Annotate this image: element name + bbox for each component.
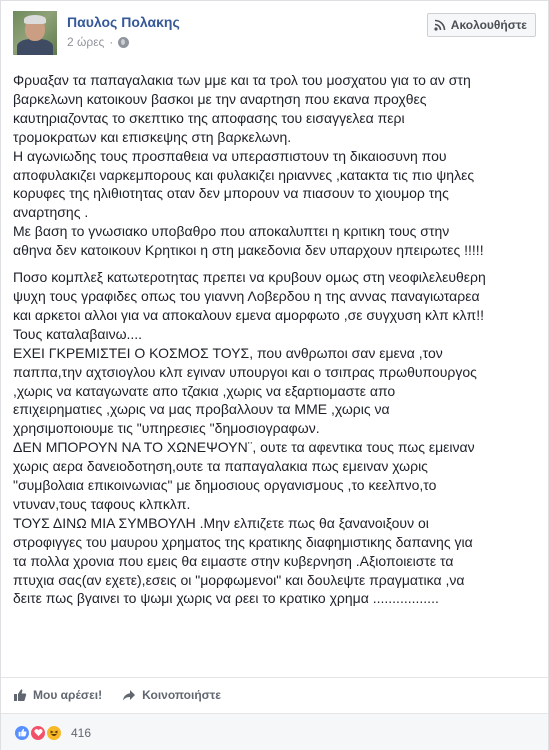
- text-line: Με βαση το γνωσιακο υποβαθρο που αποκαλυπτει η κριτικη τους στην: [13, 223, 450, 240]
- text-line: ψυχη τους γραφιδες οπως του γιαννη Λοβερδου η της αννας παναγιωταρεα: [13, 287, 480, 304]
- text-line: Τους καταλαβαινω....: [13, 325, 143, 342]
- reactions-summary[interactable]: [1, 713, 548, 750]
- post-meta: 2 ώρες ·: [67, 35, 129, 49]
- text-line: Φρυαξαν τα παπαγαλακια των μμε και τα τρολ του μοσχατου για το αν στη: [13, 72, 471, 88]
- text-line: στροφιγγες του μαυρου χρηματος της κρατικης διαφημιστικης δαπανης για: [13, 533, 473, 550]
- text-line: ΤΟΥΣ ΔΙΝΩ ΜΙΑ ΣΥΜΒΟΥΛΗ .Μην ελπιζετε πως θα ξανανοιξουν οι: [13, 514, 429, 531]
- text-line: χωρις αερα δανειοδοτηση,ουτε τα παπαγαλακια πως εμειναν χωρις: [13, 458, 428, 475]
- text-line: χρησιμοποιουμε τις "υπηρεσιες "δημοσιογραφων.: [13, 420, 320, 437]
- text-line: τρομοκρατων και επισκεψης στη βαρκελωνη.: [13, 128, 292, 145]
- text-line: παππα,την αχτσιογλου κλπ εγιναν υπουργοι και ο τσιπρας πρωθυπουργος: [13, 363, 477, 380]
- text-line: και αρκετοι αλλοι για να αποκαλουν εμενα αμορφωτο ,σε συγχυση κλπ κλπ!!: [13, 306, 484, 323]
- post-header: [13, 11, 536, 61]
- text-line: ,χωρις να καταγωνατε απο τζακια ,χωρις να εξαρτιομαστε απο: [13, 382, 396, 399]
- text-line: ΔΕΝ ΜΠΟΡΟΥΝ ΝΑ ΤΟ ΧΩΝΕΨΟΥΝ¨, ουτε τα αφεντικα τους πως εμειναν: [13, 439, 475, 456]
- text-line: αποφυλακιζει ναρκεμπορους και φυλακιζει ηριαννες ,κατακτα τις πιο ψηλες: [13, 166, 475, 183]
- text-line: Η αγωνιωδης τους προσπαθεια να υπερασπιστουν τη δικαιοσυνη που: [13, 147, 447, 164]
- text-line: δειτε πως βγαινει το ψωμι χωρις να ρεει το κρατικο χρημα .................: [13, 590, 439, 607]
- share-label: Κοινοποιήστε: [142, 687, 221, 702]
- follow-button[interactable]: [427, 13, 536, 37]
- text-line: αθηνα δεν κατοικουν Κρητικοι η στη μακεδονια δεν υπαρχουν ηπειρωτες !!!!!: [13, 242, 484, 259]
- text-line: τα πολλα χρονια που εμεις θα ειμαστε στην κυβερνηση .Αξιοποιειστε τα: [13, 552, 454, 569]
- text-line: πτυχια σας(αν εχετε),εσεις οι "μορφωμενοι" και δουλεψτε πραγματικα ,να: [13, 571, 465, 588]
- author-name[interactable]: Παυλος Πολακης: [67, 14, 180, 30]
- text-line: επιχειρηματιες ,χωρις να μας προβαλλουν τα ΜΜΕ ,χωρις να: [13, 401, 390, 418]
- text-line: ντυναν,τους ταφους κλπκλπ.: [13, 495, 191, 512]
- reaction-count[interactable]: 416: [71, 725, 92, 740]
- text-line: Ποσο κομπλεξ κατωτεροτητας πρεπει να κρυβουν ομως στη νεοφιλελευθερη: [13, 269, 486, 286]
- post-actions-bar: [1, 677, 548, 711]
- text-line: ΕΧΕΙ ΓΚΡΕΜΙΣΤΕΙ Ο ΚΟΣΜΟΣ ΤΟΥΣ, που ανθρωποι σαν εμενα ,τον: [13, 344, 443, 361]
- post-text: [13, 71, 539, 616]
- rss-icon: [434, 19, 446, 31]
- thumbs-up-icon: [13, 688, 27, 702]
- like-button[interactable]: [13, 688, 102, 702]
- text-line: βαρκελωνη κατοικουν βασκοι με την αναρτηση που εκανα προχθες: [13, 90, 427, 107]
- haha-reaction-icon: [45, 724, 63, 742]
- share-arrow-icon: [122, 688, 136, 702]
- globe-icon[interactable]: [118, 37, 129, 48]
- post-paragraph: [13, 268, 539, 608]
- avatar[interactable]: [13, 11, 57, 55]
- post-paragraph: [13, 71, 539, 260]
- text-line: αναρτησης .: [13, 204, 89, 221]
- post-time[interactable]: 2 ώρες: [67, 35, 105, 49]
- text-line: καυτηριαζοντας το σκεπτικο της αποφασης του εισαγγελεα περι: [13, 109, 405, 126]
- follow-label: Ακολουθήστε: [450, 18, 527, 32]
- share-button[interactable]: [122, 688, 221, 702]
- like-label: Μου αρέσει!: [33, 687, 103, 702]
- text-line: "συμβολαια επικοινωνιας" με δημοσιους οργανισμους ,το κεελπνο,το: [13, 477, 437, 494]
- text-line: κορυφες της ηλιθιοτητας οταν δεν μπορουν να πιασουν το χιουμορ της: [13, 185, 449, 202]
